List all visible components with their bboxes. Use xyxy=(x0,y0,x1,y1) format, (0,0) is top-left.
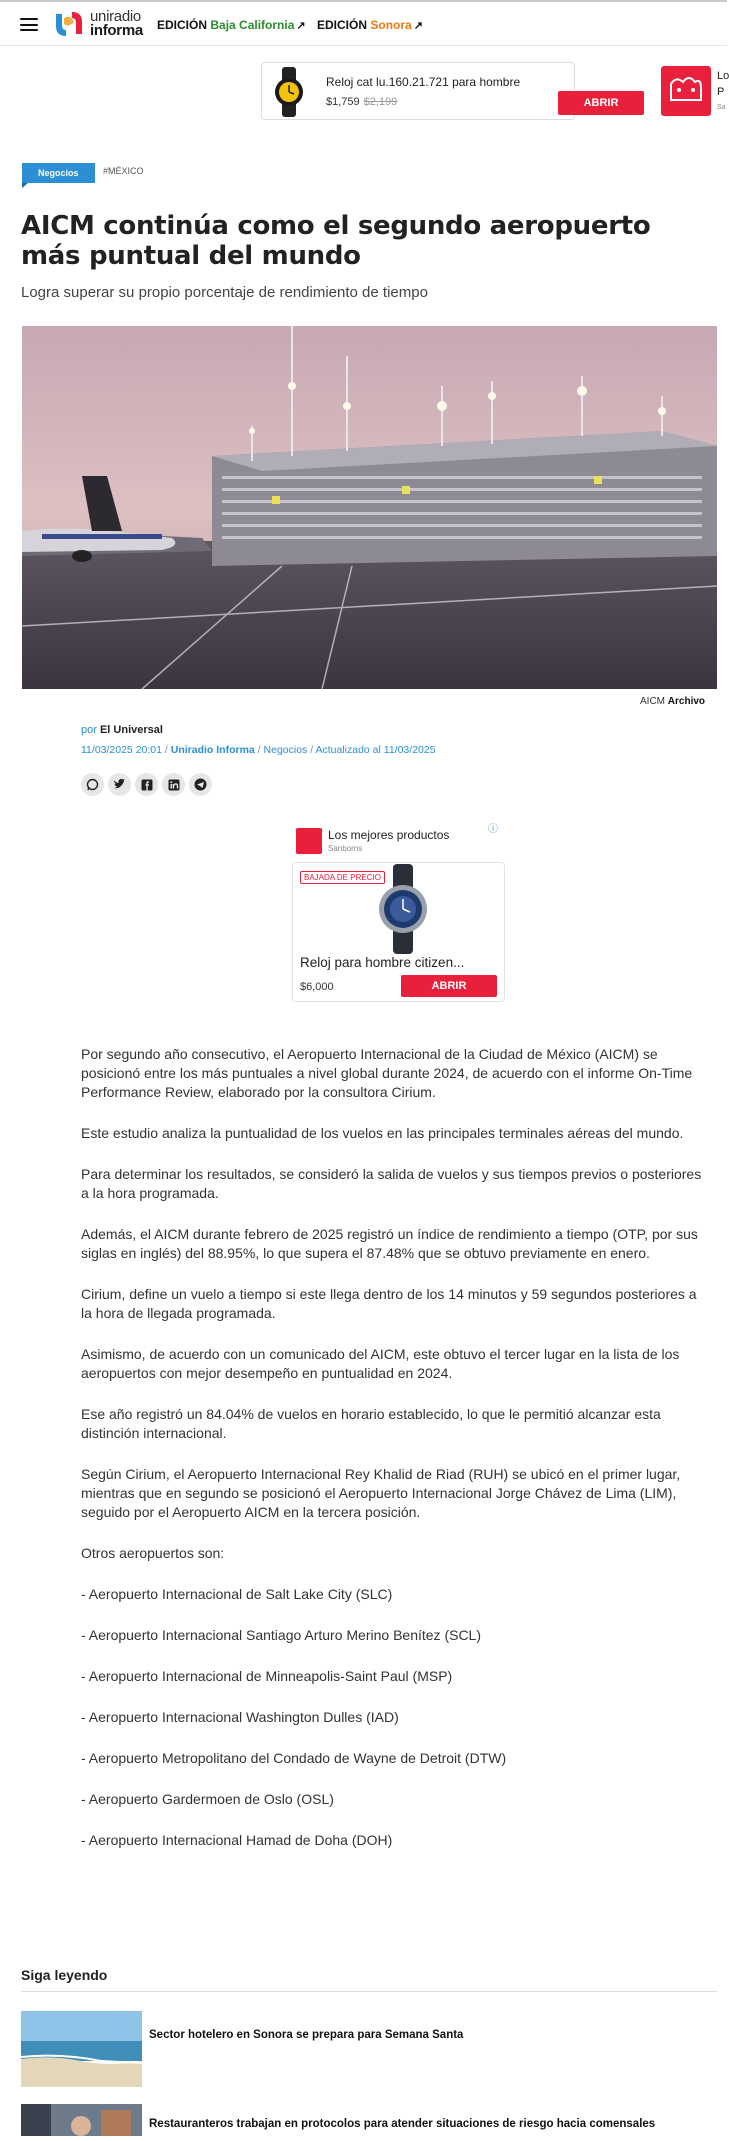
top-ad-banner[interactable] xyxy=(261,62,619,120)
mid-ad-open-button[interactable]: ABRIR xyxy=(401,975,497,997)
logo-icon xyxy=(52,10,86,38)
paragraph: Por segundo año consecutivo, el Aeropuerto Internacional de la Ciudad de México (AICM) se posicionó entre los más puntuales a nivel global durante 2024, de acuerdo con el informe On-Time Performance Review, elaborado por la consultora Cirium. xyxy=(81,1046,693,1100)
site-logo[interactable] xyxy=(52,10,143,38)
paragraph: Para determinar los resultados, se consideró la salida de vuelos y sus tiempos previos o posteriores a la hora programada. xyxy=(81,1166,702,1201)
edition-sonora-link[interactable]: EDICIÓN Sonora ↗ xyxy=(317,18,423,32)
article-body xyxy=(81,1045,711,1872)
list-item: - Aeropuerto Metropolitano del Condado de Wayne de Detroit (DTW) xyxy=(81,1750,507,1766)
share-buttons xyxy=(81,773,212,796)
article-meta: 11/03/2025 20:01 / Uniradio Informa / Negocios / Actualizado al 11/03/2025 xyxy=(81,744,436,756)
paragraph: Según Cirium, el Aeropuerto Internacional Rey Khalid de Riad (RUH) se ubicó en el primer lugar, mientras que en segundo se posicionó el Aeropuerto Internacional Jorge Chávez de Lima (LIM), seguido por el Aeropuerto AICM en la tercera posición. xyxy=(81,1466,681,1520)
list-item: - Aeropuerto Gardermoen de Oslo (OSL) xyxy=(81,1791,334,1807)
external-link-icon: ↗ xyxy=(296,20,306,32)
top-ad-banner-2[interactable] xyxy=(659,62,727,120)
hero-image xyxy=(22,326,717,689)
list-item: - Aeropuerto Internacional Santiago Arturo Merino Benítez (SCL) xyxy=(81,1627,481,1643)
list-item: - Aeropuerto Internacional Hamad de Doha (DOH) xyxy=(81,1832,393,1848)
top-ad-2-title: Lo P xyxy=(717,70,729,98)
related-thumbnail xyxy=(21,2011,142,2087)
external-link-icon: ↗ xyxy=(413,20,423,32)
site-header xyxy=(0,2,727,46)
top-ad-open-button[interactable]: ABRIR xyxy=(558,91,644,115)
article-title: AICM continúa como el segundo aeropuerto más puntual del mundo xyxy=(21,211,651,271)
mid-ad-brand: Los mejores productos xyxy=(328,828,450,842)
related-title: Restauranteros trabajan en protocolos para atender situaciones de riesgo hacia comensales xyxy=(149,2118,656,2130)
byline: por El Universal xyxy=(81,724,163,736)
top-ad-title: Reloj cat lu.160.21.721 para hombre xyxy=(326,75,521,89)
tag-link[interactable]: #MÉXICO xyxy=(103,166,144,176)
top-ad-price: $1,759 $2,199 xyxy=(326,96,398,108)
store-logo-icon xyxy=(661,66,711,116)
related-title: Sector hotelero en Sonora se prepara para Semana Santa xyxy=(149,2029,464,2041)
section-link[interactable]: Negocios xyxy=(263,744,308,756)
telegram-icon[interactable] xyxy=(189,773,212,796)
menu-icon[interactable] xyxy=(20,18,38,31)
category-badge[interactable]: Negocios xyxy=(22,163,95,183)
ad-info-icon[interactable]: ⓘ xyxy=(488,824,498,835)
mid-ad-price: $6,000 xyxy=(300,981,334,993)
list-item: - Aeropuerto Internacional de Salt Lake City (SLC) xyxy=(81,1586,393,1602)
logo-line2: informa xyxy=(90,22,143,39)
list-item: - Aeropuerto Internacional Washington Dulles (IAD) xyxy=(81,1709,399,1725)
mid-ad-product: Reloj para hombre citizen... xyxy=(300,955,465,970)
updated-date: Actualizado al 11/03/2025 xyxy=(315,744,436,756)
paragraph: Ese año registró un 84.04% de vuelos en horario establecido, lo que le permitió alcanzar esta distinción internacional. xyxy=(81,1406,661,1441)
mid-ad[interactable] xyxy=(292,820,507,1002)
paragraph: Otros aeropuertos son: xyxy=(81,1545,225,1561)
paragraph: Además, el AICM durante febrero de 2025 registró un índice de rendimiento a tiempo (OTP, por sus siglas en inglés) del 88.95%, lo que supera el 87.48% que se obtuvo previamente en enero. xyxy=(81,1226,698,1261)
related-item[interactable] xyxy=(21,2104,717,2136)
paragraph: Este estudio analiza la puntualidad de los vuelos en las principales terminales aéreas del mundo. xyxy=(81,1125,684,1141)
twitter-icon[interactable] xyxy=(108,773,131,796)
mid-ad-card[interactable] xyxy=(292,862,505,1002)
publish-date: 11/03/2025 20:01 xyxy=(81,744,162,756)
article-subtitle: Logra superar su propio porcentaje de rendimiento de tiempo xyxy=(21,284,428,301)
related-thumbnail xyxy=(21,2104,142,2136)
source-link[interactable]: Uniradio Informa xyxy=(170,744,255,756)
related-heading: Siga leyendo xyxy=(21,1967,108,1983)
mid-ad-brand-sub: Sanborns xyxy=(328,844,363,853)
facebook-icon[interactable] xyxy=(135,773,158,796)
linkedin-icon[interactable] xyxy=(162,773,185,796)
divider xyxy=(21,1991,717,1992)
watch-product-icon xyxy=(272,67,306,117)
list-item: - Aeropuerto Internacional de Minneapolis-Saint Paul (MSP) xyxy=(81,1668,453,1684)
paragraph: Cirium, define un vuelo a tiempo si este llega dentro de los 14 minutos y 59 segundos posteriores a la hora de llegada programada. xyxy=(81,1286,697,1321)
paragraph: Asimismo, de acuerdo con un comunicado del AICM, este obtuvo el tercer lugar en la lista de los aeropuertos con mejor desempeño en puntualidad en 2024. xyxy=(81,1346,680,1381)
top-ad-2-sub: Sa xyxy=(717,104,726,111)
related-item[interactable] xyxy=(21,2011,717,2087)
logo-line1: uniradio xyxy=(90,8,141,25)
author-name: El Universal xyxy=(99,724,163,736)
whatsapp-icon[interactable] xyxy=(81,773,104,796)
price-drop-badge: BAJADA DE PRECIO xyxy=(300,871,385,884)
photo-credit: AICM Archivo xyxy=(640,696,706,707)
edition-baja-california-link[interactable]: EDICIÓN Baja California ↗ xyxy=(157,18,306,32)
sanborns-logo-icon xyxy=(296,828,322,854)
